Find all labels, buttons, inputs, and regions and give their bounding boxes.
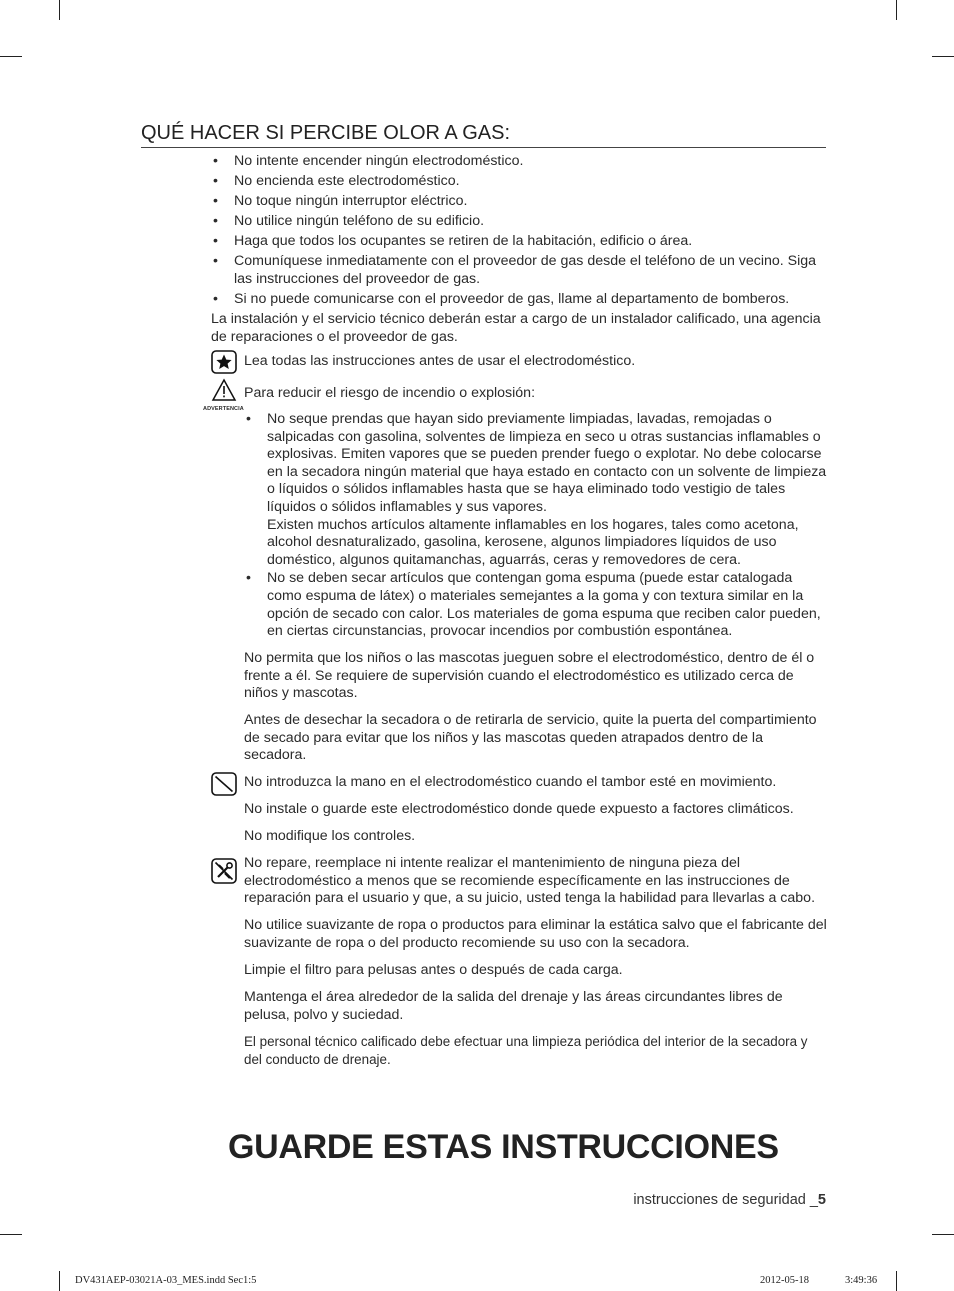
list-item [244, 570, 829, 640]
slug-file: DV431AEP-03021A-03_MES.indd Sec1:5 [75, 1275, 257, 1286]
gas-bullet-list [211, 153, 826, 310]
page-number: 5 [817, 1192, 826, 1208]
install-note: La instalación y el servicio técnico deberán estar a cargo de un instalador calificado, una agencia de reparaciones o el proveedor de gas. [211, 311, 821, 345]
disassembly-item: Mantenga el área alrededor de la salida del drenaje y las áreas circundantes libres de pelusa, polvo y suciedad. [244, 989, 783, 1023]
warning-bullet-extra: Existen muchos artículos altamente inflamables en los hogares, tales como acetona, alcohol desnaturalizado, gasolina, kerosene, algunos limpiadores líquidos de uso doméstico, algunos quitamanchas, aguarrás, ceras y removedores de cera. [267, 516, 799, 568]
crop-mark [59, 0, 60, 20]
warning-triangle-icon [203, 378, 245, 412]
crop-mark [932, 56, 954, 57]
crop-mark [896, 1271, 897, 1291]
save-instructions-title: GUARDE ESTAS INSTRUCCIONES [228, 1128, 779, 1166]
prohibited-item: No instale o guarde este electrodoméstico donde quede expuesto a factores climáticos. [244, 801, 794, 817]
children-paragraph: No permita que los niños o las mascotas jueguen sobre el electrodoméstico, dentro de él o frente a él. Se requiere de supervisión cuando el electrodoméstico es utilizado cerca de niños y mascotas. [244, 650, 815, 702]
star-icon [211, 350, 237, 379]
list-item: • No intente encender ningún electrodoméstico. [211, 153, 826, 171]
disassembly-item: Limpie el filtro para pelusas antes o después de cada carga. [244, 962, 623, 978]
crop-mark [0, 56, 22, 57]
list-item: • No encienda este electrodoméstico. [211, 173, 826, 191]
crop-mark [0, 1234, 22, 1235]
disposal-paragraph: Antes de desechar la secadora o de retirarla de servicio, quite la puerta del compartimiento de secado para evitar que los niños y las mascotas queden atrapados dentro de la secadora. [244, 712, 817, 764]
prohibited-item: No modifique los controles. [244, 828, 416, 844]
disassembly-item: No repare, reemplace ni intente realizar el mantenimiento de ninguna pieza del electrodoméstico a menos que se recomiende específicamente en las instrucciones de reparación para el usuario y que, a su juicio, usted tenga la habilidad para llevarlas a cabo. [244, 855, 816, 907]
section-heading: QUÉ HACER SI PERCIBE OLOR A GAS: [141, 120, 826, 148]
crop-mark [932, 1234, 954, 1235]
warning-label: ADVERTENCIA [203, 406, 244, 412]
disassembly-item: El personal técnico calificado debe efectuar una limpieza periódica del interior de la secadora y del conducto de drenaje. [244, 1034, 808, 1067]
list-item: • Haga que todos los ocupantes se retiren de la habitación, edificio o área. [211, 233, 826, 251]
footer-section-label: instrucciones de seguridad _ [633, 1192, 818, 1208]
warning-bullet-list [244, 411, 829, 642]
no-disassembly-tools-icon [211, 858, 237, 889]
warning-bullet-text: No se deben secar artículos que contengan goma espuma (puede estar catalogada como espuma de látex) o materiales semejantes a la goma y con textura similar en la opción de secado con calor. Los materiales de goma espuma que reciben calor pueden, en ciertas circunstancias, provocar incendios por combustión espontánea. [267, 570, 821, 640]
slug-date: 2012-05-18 [760, 1275, 809, 1286]
prohibited-icon [211, 772, 237, 801]
page-footer [633, 1192, 826, 1208]
list-item [244, 411, 829, 569]
crop-mark [59, 1271, 60, 1291]
read-all-text: Lea todas las instrucciones antes de usar el electrodoméstico. [244, 353, 636, 369]
list-item: • Si no puede comunicarse con el proveedor de gas, llame al departamento de bomberos. [211, 291, 826, 309]
warning-intro: Para reducir el riesgo de incendio o explosión: [244, 385, 536, 401]
list-item: • No toque ningún interruptor eléctrico. [211, 193, 826, 211]
list-item: • Comuníquese inmediatamente con el proveedor de gas desde el teléfono de un vecino. Siga las instrucciones del proveedor de gas. [211, 253, 826, 288]
prohibited-item: No introduzca la mano en el electrodoméstico cuando el tambor esté en movimiento. [244, 774, 777, 790]
disassembly-item: No utilice suavizante de ropa o productos para eliminar la estática salvo que el fabricante del suavizante de ropa o del producto recomiende su uso con la secadora. [244, 917, 827, 951]
list-item: • No utilice ningún teléfono de su edificio. [211, 213, 826, 231]
warning-bullet-text: No seque prendas que hayan sido previamente limpiadas, lavadas, remojadas o salpicadas con gasolina, solventes de limpieza en seco u otras sustancias inflamables o explosivas. Emiten vapores que se pueden prender fuego o explotar. No debe colocarse en la secadora ningún material que haya estado en contacto con un solvente de limpieza o líquidos o sólidos inflamables hasta que se haya eliminado todo vestigio de tales líquidos o sólidos inflamables y sus vapores. [267, 411, 827, 515]
crop-mark [896, 0, 897, 20]
slug-time: 3:49:36 [845, 1275, 878, 1286]
